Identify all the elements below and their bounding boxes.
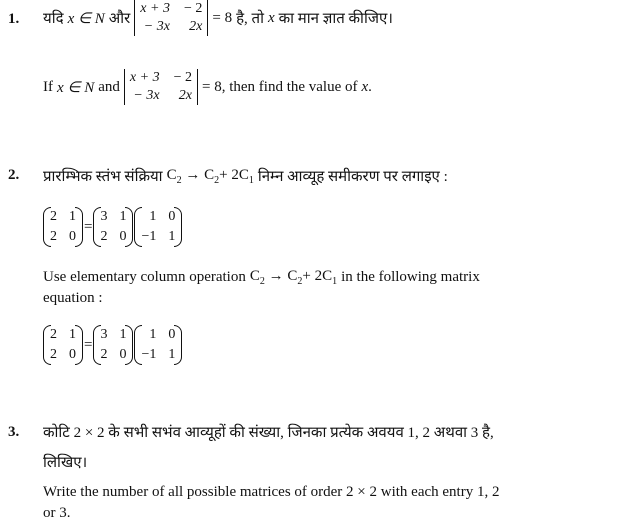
- determinant: [124, 69, 198, 105]
- text: और: [108, 11, 131, 27]
- question-number-1: 1.: [8, 11, 20, 27]
- matrix-b: 3 1 2 0: [93, 207, 133, 247]
- matrix-a: 2 1 2 0: [43, 207, 83, 247]
- column-operation: $C_2 \to C_2+ 2C_1$: [166, 166, 254, 186]
- text: If: [43, 78, 53, 95]
- matrix-equation-1: [43, 207, 182, 247]
- cell: − 2: [183, 1, 203, 16]
- equals: =: [84, 336, 93, 353]
- q1-hindi: [43, 0, 393, 36]
- variable: x: [267, 9, 275, 26]
- text: है, तो: [236, 11, 264, 27]
- text: प्रारम्भिक स्तंभ संक्रिया: [43, 169, 163, 185]
- q3-hindi-line1: कोटि 2 × 2 के सभी सभंव आव्यूहों की संख्या, जिनका प्रत्येक अवयव 1, 2 अथवा 3 है,: [43, 425, 494, 441]
- equals: =: [84, 218, 93, 235]
- cell: − 3x: [143, 19, 170, 34]
- column-operation: $C_2 \to C_2+ 2C_1$: [249, 268, 338, 287]
- q2-english: [43, 268, 480, 287]
- matrix-b: 3 1 2 0: [93, 325, 133, 365]
- matrix-c: 1 0 −1 1: [134, 207, 182, 247]
- q2-english-line2: equation :: [43, 290, 103, 306]
- determinant: [134, 0, 208, 36]
- text: का मान ज्ञात कीजिए।: [278, 11, 393, 27]
- q3-english-line1: Write the number of all possible matrices of order 2 × 2 with each entry 1, 2: [43, 484, 500, 500]
- text: .: [368, 78, 372, 95]
- q3-hindi-line2: लिखिए।: [43, 455, 88, 471]
- q2-hindi: [43, 166, 448, 186]
- q1-english: [43, 69, 372, 105]
- condition: x ∈ N: [57, 79, 95, 96]
- text: Use elementary column operation: [43, 269, 246, 285]
- text: निम्न आव्यूह समीकरण पर लगाइए :: [257, 169, 448, 185]
- condition: x ∈ N: [67, 10, 105, 27]
- question-number-2: 2.: [8, 167, 20, 183]
- text: यदि: [43, 11, 64, 27]
- text: and: [98, 78, 120, 95]
- matrix-a: 2 1 2 0: [43, 325, 83, 365]
- cell: 2x: [178, 88, 192, 103]
- equals: = 8: [212, 9, 233, 26]
- cell: − 3x: [133, 88, 160, 103]
- matrix-equation-2: [43, 325, 182, 365]
- variable: x: [361, 78, 369, 95]
- cell: x + 3: [129, 70, 160, 85]
- question-number-3: 3.: [8, 424, 20, 440]
- equals: = 8: [201, 78, 222, 95]
- matrix-c: 1 0 −1 1: [134, 325, 182, 365]
- q3-english-line2: or 3.: [43, 505, 71, 521]
- text: , then find the value of: [221, 78, 358, 95]
- cell: − 2: [173, 70, 192, 85]
- cell: x + 3: [140, 1, 170, 16]
- text: in the following matrix: [341, 269, 480, 285]
- cell: 2x: [189, 19, 203, 34]
